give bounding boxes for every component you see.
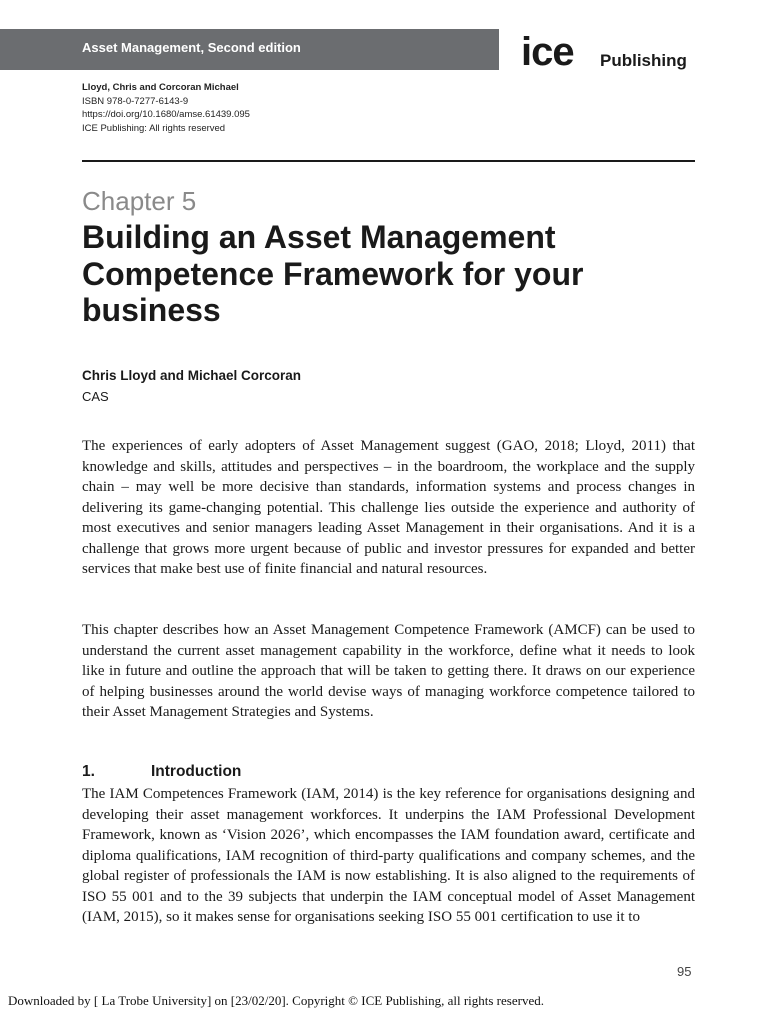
- citation-meta: [82, 81, 250, 135]
- chapter-byline: Chris Lloyd and Michael Corcoran: [82, 368, 302, 383]
- meta-authors: Lloyd, Chris and Corcoran Michael: [82, 82, 239, 93]
- book-title-bar: [0, 29, 499, 70]
- meta-isbn: ISBN 978-0-7277-6143-9: [82, 95, 189, 107]
- body-paragraph-2: This chapter describes how an Asset Management Competence Framework (AMCF) can be used to understand the current asset management capability in the workforce, define what it needs to look like in future and outline the approach that will be taken to getting there. It draws on our experience of helping businesses around the world devise ways of managing workforce competence tailored to their Asset Management Strategies and Systems.: [82, 622, 695, 720]
- meta-doi[interactable]: https://doi.org/10.1680/amse.61439.095: [82, 109, 250, 120]
- page-number: 95: [677, 964, 692, 979]
- download-footer: Downloaded by [ La Trobe University] on [23/02/20]. Copyright © ICE Publishing, all rights reserved.: [8, 993, 544, 1008]
- chapter-title: Building an Asset Management Competence Framework for your business: [82, 219, 584, 328]
- chapter-affiliation: CAS: [82, 389, 109, 404]
- body-paragraph-1: The experiences of early adopters of Asset Management suggest (GAO, 2018; Lloyd, 2011) that knowledge and skills, attitudes and perspectives – in the boardroom, the workplace and the supply chain – may well be more decisive than standards, information systems and process changes in delivering its game-changing potential. This challenge lies outside the experience and authority of most executives and senior managers leading Asset Management in their organisations. And it is a challenge that grows more urgent because of public and investor pressures for expanded and better services that make best use of finite financial and natural resources.: [82, 438, 695, 577]
- logo-publishing-text: Publishing: [600, 51, 687, 70]
- meta-rights: ICE Publishing: All rights reserved: [82, 122, 226, 134]
- logo-ice-text: ice: [521, 30, 574, 74]
- section-title: Introduction: [151, 763, 242, 780]
- book-title: Asset Management, Second edition: [82, 40, 301, 55]
- header-rule: [82, 160, 695, 162]
- section-heading: [82, 763, 241, 781]
- body-paragraph-3: The IAM Competences Framework (IAM, 2014) is the key reference for organisations designing and developing their asset management workforces. It underpins the IAM Professional Development Framework, known as ‘Vision 2026’, which encompasses the IAM foundation award, certificate and diploma qualifications, IAM recognition of third-party qualifications and company schemes, and the global register of professionals the IAM is now establishing. It is also aligned to the requirements of ISO 55 001 and to the 39 subjects that underpin the IAM conceptual model of Asset Management (IAM, 2015), so it makes sense for organisations seeking ISO 55 001 certification to use it to: [82, 786, 695, 925]
- section-number: 1.: [82, 763, 95, 780]
- chapter-label: Chapter 5: [82, 186, 197, 216]
